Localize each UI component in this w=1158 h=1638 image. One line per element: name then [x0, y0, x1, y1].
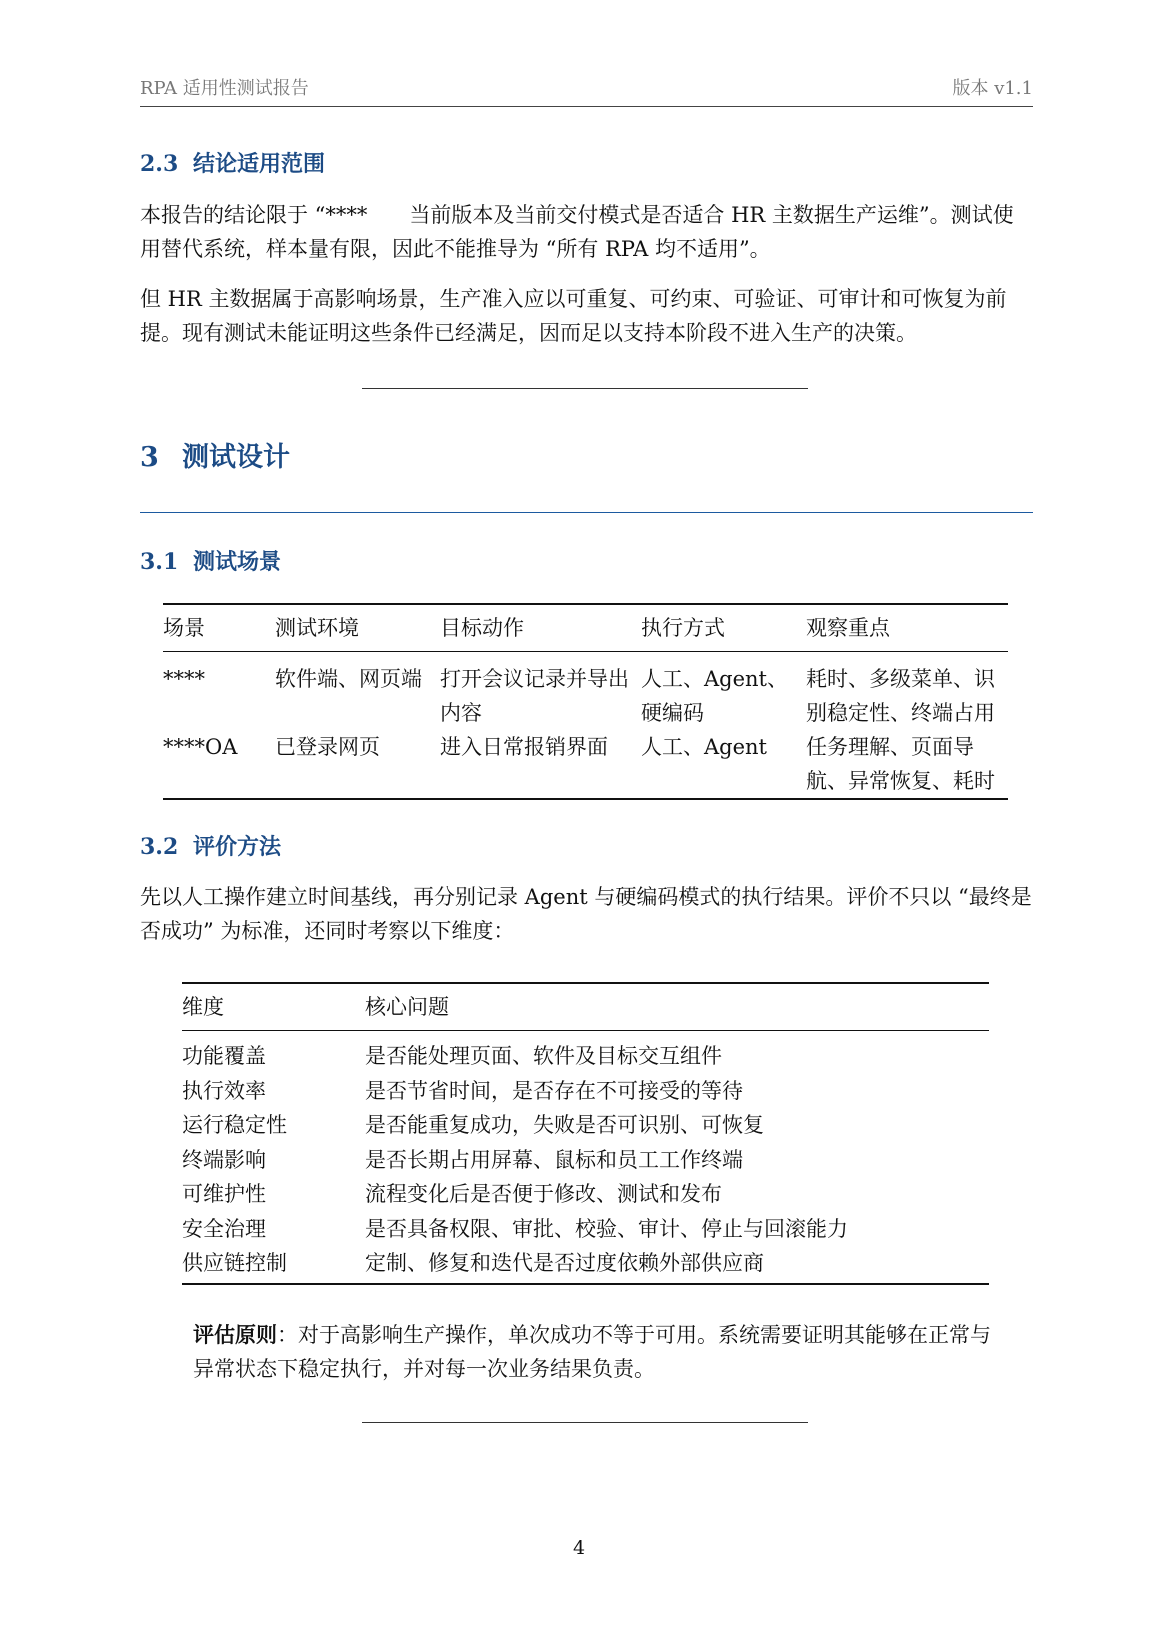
evaluation-principle-note	[193, 1318, 993, 1386]
table-row	[163, 652, 1008, 731]
table-cell: 安全治理	[182, 1216, 266, 1241]
table-header-row	[182, 983, 989, 1031]
table-cell: 执行效率	[182, 1078, 266, 1103]
table-cell: 运行稳定性	[182, 1113, 287, 1137]
section-heading-2-3	[140, 150, 325, 178]
column-header: 观察重点	[806, 604, 1008, 652]
section-title: 测试场景	[193, 549, 282, 575]
column-header: 测试环境	[275, 604, 440, 652]
table-cell: 是否能重复成功，失败是否可识别、可恢复	[365, 1113, 764, 1137]
section-divider	[362, 388, 808, 389]
table-cell: 人工、Agent、硬编码	[641, 667, 788, 725]
section-heading-3-1	[140, 548, 281, 576]
table-cell: 可维护性	[182, 1182, 266, 1206]
table-cell: 是否长期占用屏幕、鼠标和员工工作终端	[365, 1147, 743, 1172]
table-cell: 已登录网页	[275, 730, 440, 799]
evaluation-dimension-table	[182, 982, 989, 1285]
table-row	[163, 730, 1008, 799]
table-cell: 任务理解、页面导航、异常恢复、耗时	[806, 730, 1008, 799]
column-header: 执行方式	[641, 604, 806, 652]
column-header: 维度	[182, 983, 365, 1031]
table-cell: 人工、Agent	[641, 730, 806, 799]
section-title: 结论适用范围	[193, 151, 326, 177]
section-divider	[362, 1422, 808, 1423]
chapter-number: 3	[140, 442, 159, 473]
table-cell: 供应链控制	[182, 1246, 365, 1284]
paragraph-evaluation-method: 先以人工操作建立时间基线，再分别记录 Agent 与硬编码模式的执行结果。评价不只以 “最终是否成功” 为标准，还同时考察以下维度：	[140, 885, 1032, 943]
table-row	[182, 1212, 989, 1247]
column-header: 场景	[163, 604, 275, 652]
table-cell: ****	[163, 667, 205, 691]
paragraph-scope-2: 但 HR 主数据属于高影响场景，生产准入应以可重复、可约束、可验证、可审计和可恢复为前提。现有测试未能证明这些条件已经满足，因而足以支持本阶段不进入生产的决策。	[140, 287, 1007, 345]
table-row	[182, 1031, 989, 1074]
table-cell: 是否能处理页面、软件及目标交互组件	[365, 1044, 722, 1068]
page-number: 4	[572, 1537, 586, 1559]
section-title: 评价方法	[193, 834, 282, 860]
note-label: 评估原则	[193, 1322, 277, 1347]
table-cell: ****OA	[163, 730, 275, 799]
header-version: 版本 v1.1	[952, 78, 1033, 99]
table-header-row	[163, 604, 1008, 652]
section-number: 2.3	[140, 151, 179, 177]
column-header: 核心问题	[365, 983, 989, 1031]
table-row	[182, 1143, 989, 1178]
test-scenario-table	[163, 603, 1008, 800]
table-row	[182, 1246, 989, 1284]
note-text: ：对于高影响生产操作，单次成功不等于可用。系统需要证明其能够在正常与异常状态下稳定执行，并对每一次业务结果负责。	[193, 1323, 991, 1381]
section-heading-3-2	[140, 833, 281, 861]
header-doc-title: RPA 适用性测试报告	[140, 78, 309, 99]
chapter-title: 测试设计	[182, 442, 290, 473]
table-cell: 耗时、多级菜单、识别稳定性、终端占用	[806, 667, 995, 725]
table-cell: 软件端、网页端	[275, 667, 422, 691]
table-row	[182, 1177, 989, 1212]
table-row	[182, 1074, 989, 1109]
table-cell: 功能覆盖	[182, 1044, 266, 1068]
table-cell: 打开会议记录并导出内容	[440, 667, 629, 725]
section-number: 3.2	[140, 834, 179, 860]
running-header	[140, 78, 1033, 107]
table-cell: 是否具备权限、审批、校验、审计、停止与回滚能力	[365, 1216, 848, 1241]
section-number: 3.1	[140, 549, 179, 575]
column-header: 目标动作	[440, 604, 641, 652]
table-cell: 流程变化后是否便于修改、测试和发布	[365, 1182, 722, 1206]
table-cell: 定制、修复和迭代是否过度依赖外部供应商	[365, 1246, 989, 1284]
chapter-heading-3	[140, 440, 1033, 513]
table-row	[182, 1108, 989, 1143]
paragraph-scope-1: 本报告的结论限于 “**** 当前版本及当前交付模式是否适合 HR 主数据生产运维”。测试使用替代系统，样本量有限，因此不能推导为 “所有 RPA 均不适用”。	[140, 203, 1014, 261]
table-cell: 是否节省时间，是否存在不可接受的等待	[365, 1078, 743, 1103]
table-cell: 进入日常报销界面	[440, 730, 641, 799]
table-cell: 终端影响	[182, 1147, 266, 1172]
